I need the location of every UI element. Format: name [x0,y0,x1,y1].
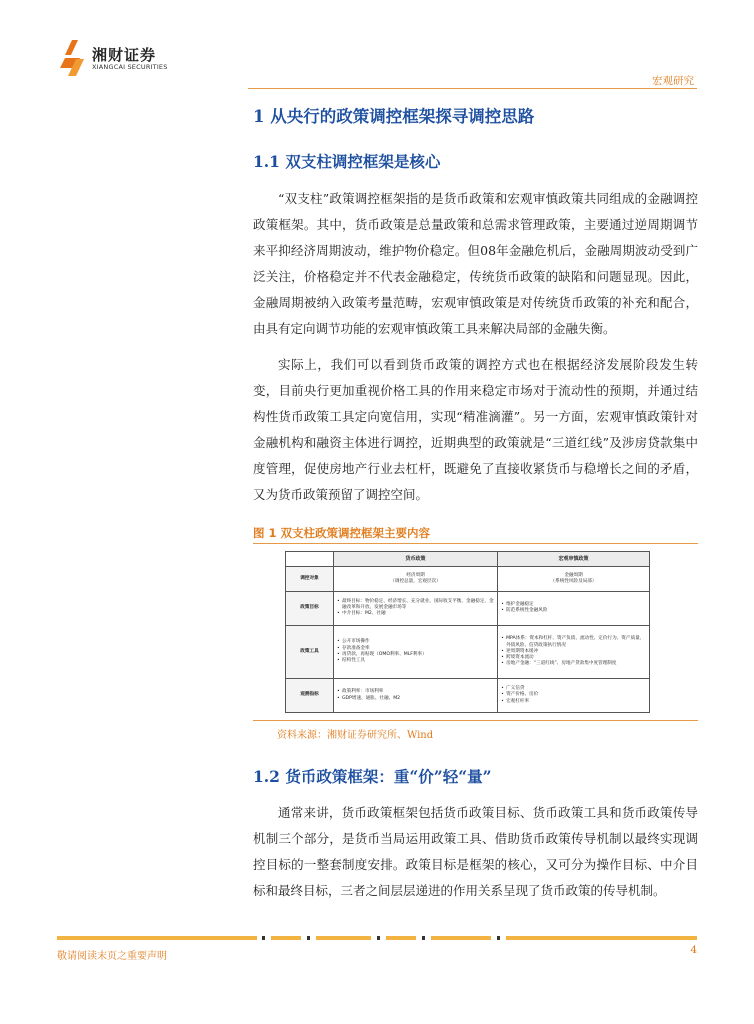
row-label: 政策目标 [286,591,334,625]
cell-bullet: • 最终目标：物价稳定、经济增长、充分就业、国际收支平衡、金融稳定、金融改革和开放、发展金融市场等 [337,599,494,611]
footer-disclaimer: 敬请阅读末页之重要声明 [57,951,167,962]
table-cell [334,591,498,625]
xiangcai-logo-icon [58,38,88,78]
section-1-title: 1 从央行的政策调控框架探寻调控思路 [253,107,535,126]
figure-1-title: 图 1 双支柱政策调控框架主要内容 [253,526,431,540]
section-1-1-body [253,186,698,508]
logo-english-name: XIANGCAI SECURITIES [92,63,168,71]
cell-line: （系统性风险及局部） [550,578,597,584]
cell-bullet: • 宏观杠杆率 [501,699,646,705]
table-row [286,625,650,678]
row-label: 观测指标 [286,679,334,713]
table-row [286,679,650,713]
table-row [286,567,650,591]
cell-bullet: • GDP增速、通胀、社融、M2 [337,696,494,702]
figure-1-source: 资料来源：湘财证券研究所、Wind [277,730,434,741]
report-category: 宏观研究 [652,75,694,87]
figure-top-rule [253,543,698,544]
table-cell [498,591,650,625]
table-cell [498,679,650,713]
cell-line: 金融周期 [564,572,583,578]
cell-bullet: • 跨境资本流动 [501,655,646,661]
cell-line: （调控总量，宏观层次） [390,578,441,584]
cell-bullet: • 存款准备金率 [337,646,494,652]
table-cell [334,679,498,713]
section-1-1-title: 1.1 双支柱调控框架是核心 [253,152,441,171]
cell-bullet: • MPA体系：资本和杠杆、资产负债、流动性、定价行为、资产质量、外债风险、信贷政策执行情况 [501,636,646,648]
table-cell [498,567,650,591]
cell-bullet: • 政策利率：市场利率 [337,689,494,695]
col-header-macroprudential: 宏观审慎政策 [498,552,650,567]
cell-bullet: • 再贷款、再贴现（OMO利率、MLF利率） [337,652,494,658]
table-cell [334,567,498,591]
paragraph: 实际上，我们可以看到货币政策的调控方式也在根据经济发展阶段发生转变，目前央行更加重视价格工具的作用来稳定市场对于流动性的预期，并通过结构性货币政策工具定向宽信用，实现“精准滴灌”。另一方面，宏观审慎政策针对金融机构和融资主体进行调控，近期典型的政策就是“三道红线”及涉房贷款集中度管理，促使房地产行业去杠杆，既避免了直接收紧货币与稳增长之间的矛盾，又为货币政策预留了调控空间。 [253,357,698,502]
logo-chinese-name: 湘财证券 [92,46,157,64]
footer-divider [57,936,697,940]
cell-bullet: • 房地产金融：“三道红线”、房地产贷款集中度管理制度 [501,661,646,667]
cell-bullet: • 结构性工具 [337,658,494,664]
table-corner [286,552,334,567]
cell-bullet: • 防范系统性金融风险 [501,608,646,614]
cell-bullet: • 公开市场操作 [337,639,494,645]
table-header-row [286,552,650,567]
cell-bullet: • 资产价格、房价 [501,692,646,698]
paragraph: “双支柱”政策调控框架指的是货币政策和宏观审慎政策共同组成的金融调控政策框架。其中，货币政策是总量政策和总需求管理政策，主要通过逆周期调节来平抑经济周期波动，维护物价稳定。但08年金融危机后，金融周期波动受到广泛关注，价格稳定并不代表金融稳定，传统货币政策的缺陷和问题显现。因此，金融周期被纳入政策考量范畴，宏观审慎政策是对传统货币政策的补充和配合，由具有定向调节功能的宏观审慎政策工具来解决局部的金融失衡。 [253,191,698,336]
cell-line: 经济周期 [406,572,425,578]
header-divider [248,88,697,89]
figure-1-table-container [285,551,650,713]
company-logo [58,38,178,78]
cell-bullet: • 广义信贷 [501,686,646,692]
page-number: 4 [690,944,697,956]
section-1-2-body [253,800,698,904]
figure-bottom-rule [253,720,698,721]
row-label: 调控对象 [286,567,334,591]
col-header-monetary: 货币政策 [334,552,498,567]
dual-pillar-table [285,551,650,713]
cell-bullet: • 逆周期资本缓冲 [501,649,646,655]
row-label: 政策工具 [286,625,334,678]
paragraph: 通常来讲，货币政策框架包括货币政策目标、货币政策工具和货币政策传导机制三个部分，是货币当局运用政策工具、借助货币政策传导机制以最终实现调控目标的一整套制度安排。政策目标是框架的核心，又可分为操作目标、中介目标和最终目标，三者之间层层递进的作用关系呈现了货币政策的传导机制。 [253,805,698,898]
table-cell [498,625,650,678]
table-cell [334,625,498,678]
cell-bullet: • 中介目标：M2、社融 [337,611,494,617]
cell-bullet: • 维护金融稳定 [501,602,646,608]
section-1-2-title: 1.2 货币政策框架：重“价”轻“量” [253,767,492,786]
table-row [286,591,650,625]
